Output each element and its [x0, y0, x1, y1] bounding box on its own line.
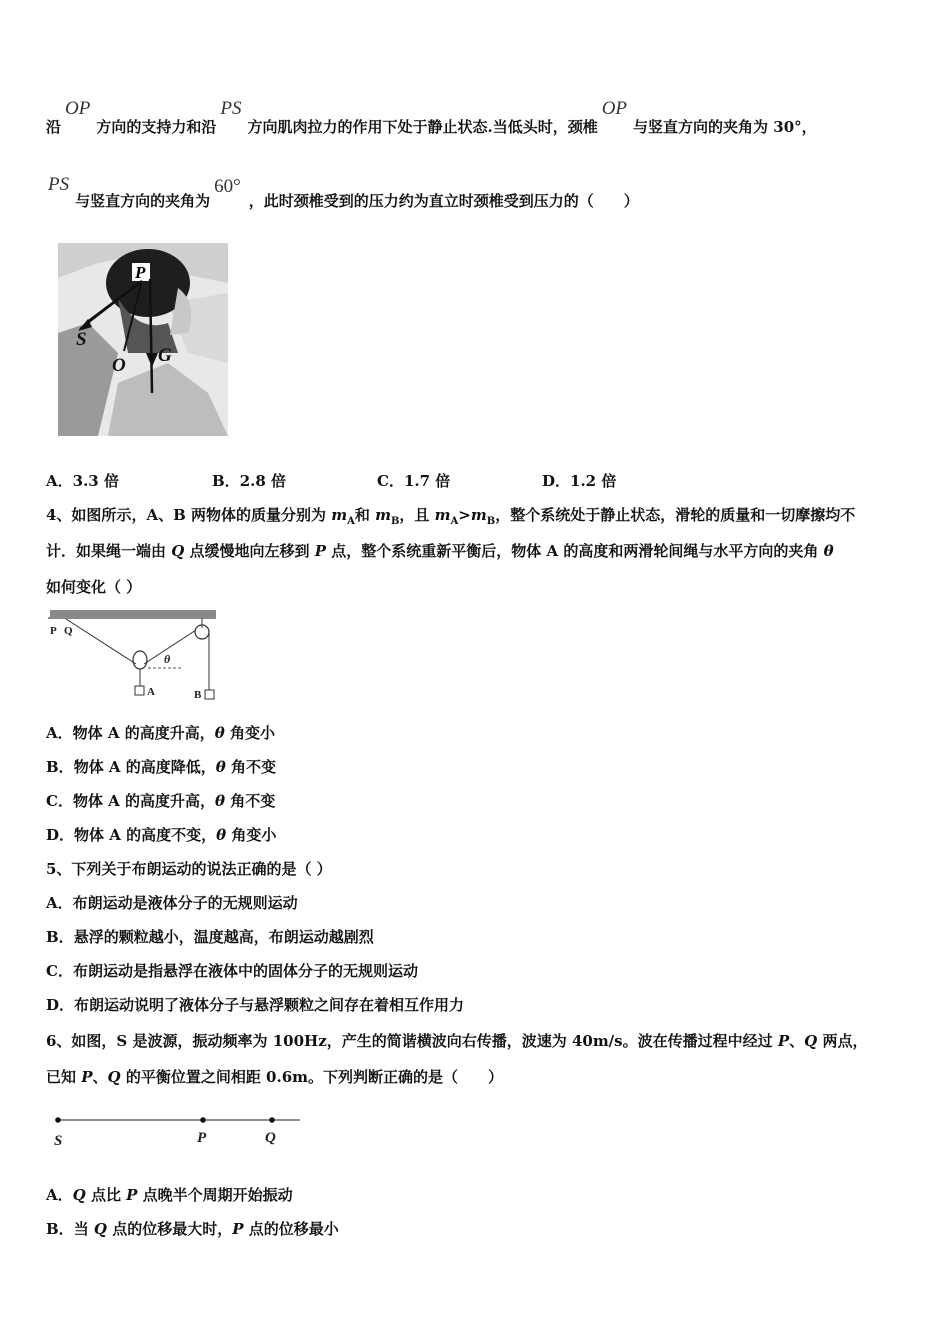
option-text: 角变小 [224, 724, 275, 742]
option-letter: A． [46, 472, 73, 490]
var-p: P [126, 1186, 138, 1204]
var-theta: θ [215, 758, 226, 776]
option-letter: C． [46, 962, 73, 980]
var-m: m [434, 506, 451, 524]
label-s: S [76, 329, 87, 350]
var-m: m [331, 506, 348, 524]
subscript: B [486, 516, 496, 527]
label-p: P [197, 1130, 207, 1146]
option-text: 布朗运动说明了液体分子与悬浮颗粒之间存在着相互作用力 [74, 996, 465, 1014]
label-q: Q [265, 1130, 276, 1146]
option-text: 角不变 [225, 758, 277, 776]
option-letter: C． [46, 792, 73, 810]
option-letter: B． [46, 928, 74, 946]
q4-text: > [458, 506, 471, 524]
option-letter: B． [46, 758, 74, 776]
var-m: m [375, 506, 391, 524]
label-s: S [54, 1133, 63, 1149]
option-text: 当 [73, 1220, 94, 1238]
q3-text: 与竖直方向的夹角为 30°， [633, 118, 817, 136]
var-p: P [81, 1068, 93, 1086]
q3-stem-line1 [46, 98, 817, 144]
var-q: Q [171, 542, 185, 560]
option-text: 点晚半个周期开始振动 [137, 1186, 293, 1204]
var-m: m [470, 506, 487, 524]
q5-option-b[interactable] [46, 926, 374, 947]
label-q: Q [64, 625, 73, 637]
q4-text: 4、如图所示，A、B 两物体的质量分别为 [46, 506, 332, 524]
var-q: Q [93, 1220, 107, 1238]
q6-stem-line2 [46, 1066, 503, 1087]
option-text: 点比 [85, 1186, 127, 1204]
var-p: P [314, 542, 327, 560]
option-text: 3.3 倍 [72, 472, 119, 490]
option-text: 物体 A 的高度降低， [73, 758, 216, 776]
option-text: 角不变 [225, 792, 276, 810]
label-o: O [112, 355, 126, 376]
q4-stem-line2 [46, 540, 834, 561]
q6-text: 的平衡位置之间相距 0.6m。下列判断正确的是（ ） [120, 1068, 504, 1086]
math-ps: PS [48, 174, 70, 195]
q3-text: ，此时颈椎受到的压力约为直立时颈椎受到压力的（ ） [248, 192, 639, 210]
q6-text: 6、如图，S 是波源，振动频率为 100Hz，产生的简谐横波向右传播，波速为 40m/s。波在传播过程中经过 [46, 1032, 778, 1050]
q6-option-a[interactable] [46, 1184, 293, 1205]
var-q: Q [72, 1186, 86, 1204]
option-text: 布朗运动是指悬浮在液体中的固体分子的无规则运动 [72, 962, 418, 980]
option-text: 1.7 倍 [403, 472, 451, 490]
q3-option-b[interactable] [212, 470, 286, 491]
q3-figure [58, 243, 228, 436]
label-p: P [50, 625, 57, 637]
q4-text: 点缓慢地向左移到 [184, 542, 315, 560]
q4-option-d[interactable] [46, 824, 276, 845]
label-theta: θ [164, 652, 171, 666]
var-p: P [777, 1032, 790, 1050]
q4-text: 计．如果绳一端由 [46, 542, 172, 560]
q6-text: 、 [789, 1032, 805, 1050]
q6-option-b[interactable] [46, 1218, 339, 1239]
option-text: 物体 A 的高度升高， [72, 724, 215, 742]
subscript: A [450, 516, 459, 527]
math-ps: PS [220, 98, 242, 119]
option-text: 2.8 倍 [239, 472, 287, 490]
q3-text: 方向肌肉拉力的作用下处于静止状态.当低头时，颈椎 [247, 118, 598, 136]
q4-text: ，整个系统处于静止状态，滑轮的质量和一切摩擦均不 [495, 506, 856, 524]
option-text: 物体 A 的高度升高， [72, 792, 216, 810]
q4-text: ，且 [399, 506, 435, 524]
q3-text: 沿 [46, 118, 62, 136]
q3-option-d[interactable] [542, 470, 616, 491]
option-letter: A． [46, 724, 73, 742]
q3-stem-line2 [48, 176, 639, 216]
option-text: 物体 A 的高度不变， [74, 826, 217, 844]
option-letter: B． [46, 1220, 74, 1238]
option-text: 悬浮的颗粒越小，温度越高，布朗运动越剧烈 [73, 928, 374, 946]
option-text: 布朗运动是液体分子的无规则运动 [72, 894, 298, 912]
label-a: A [147, 686, 155, 698]
q4-stem-line1 [46, 504, 855, 527]
option-letter: D． [542, 472, 571, 490]
q4-option-b[interactable] [46, 756, 276, 777]
subscript: A [347, 516, 355, 527]
var-theta: θ [823, 542, 834, 560]
var-q: Q [107, 1068, 121, 1086]
q4-figure [44, 608, 220, 704]
label-g: G [158, 345, 172, 366]
var-theta: θ [214, 724, 225, 742]
q5-option-d[interactable] [46, 994, 464, 1015]
q6-text: 已知 [46, 1068, 82, 1086]
q3-option-c[interactable] [377, 470, 450, 491]
q6-text: 两点， [817, 1032, 868, 1050]
q4-stem-line3: 如何变化（ ） [46, 578, 142, 596]
q4-text: 点，整个系统重新平衡后，物体 A 的高度和两滑轮间绳与水平方向的夹角 [326, 542, 824, 560]
var-p: P [232, 1220, 244, 1238]
subscript: B [390, 516, 400, 527]
option-letter: D． [46, 996, 75, 1014]
var-q: Q [804, 1032, 818, 1050]
q3-option-a[interactable] [46, 470, 119, 491]
math-op: OP [601, 98, 628, 119]
option-letter: A． [46, 1186, 73, 1204]
option-text: 点的位移最大时， [107, 1220, 233, 1238]
math-angle: 60° [214, 176, 241, 197]
option-letter: A． [46, 894, 73, 912]
q3-text: 与竖直方向的夹角为 [75, 192, 211, 210]
q6-stem-line1 [46, 1030, 867, 1051]
q5-option-a[interactable] [46, 892, 298, 913]
q5-option-c[interactable] [46, 960, 418, 981]
q4-text: 和 [354, 506, 376, 524]
option-letter: C． [377, 472, 404, 490]
label-b: B [194, 689, 202, 701]
option-text: 1.2 倍 [570, 472, 617, 490]
q4-option-a[interactable] [46, 722, 275, 743]
option-text: 点的位移最小 [243, 1220, 339, 1238]
q5-stem: 5、下列关于布朗运动的说法正确的是（ ） [46, 860, 332, 878]
option-letter: D． [46, 826, 75, 844]
q3-text: 方向的支持力和沿 [96, 118, 217, 136]
q6-figure [50, 1110, 306, 1154]
option-text: 角变小 [226, 826, 277, 844]
var-theta: θ [216, 826, 227, 844]
var-theta: θ [215, 792, 226, 810]
label-p: P [135, 263, 146, 282]
q6-text: 、 [92, 1068, 108, 1086]
q4-option-c[interactable] [46, 790, 275, 811]
option-letter: B． [212, 472, 240, 490]
math-op: OP [65, 98, 91, 119]
